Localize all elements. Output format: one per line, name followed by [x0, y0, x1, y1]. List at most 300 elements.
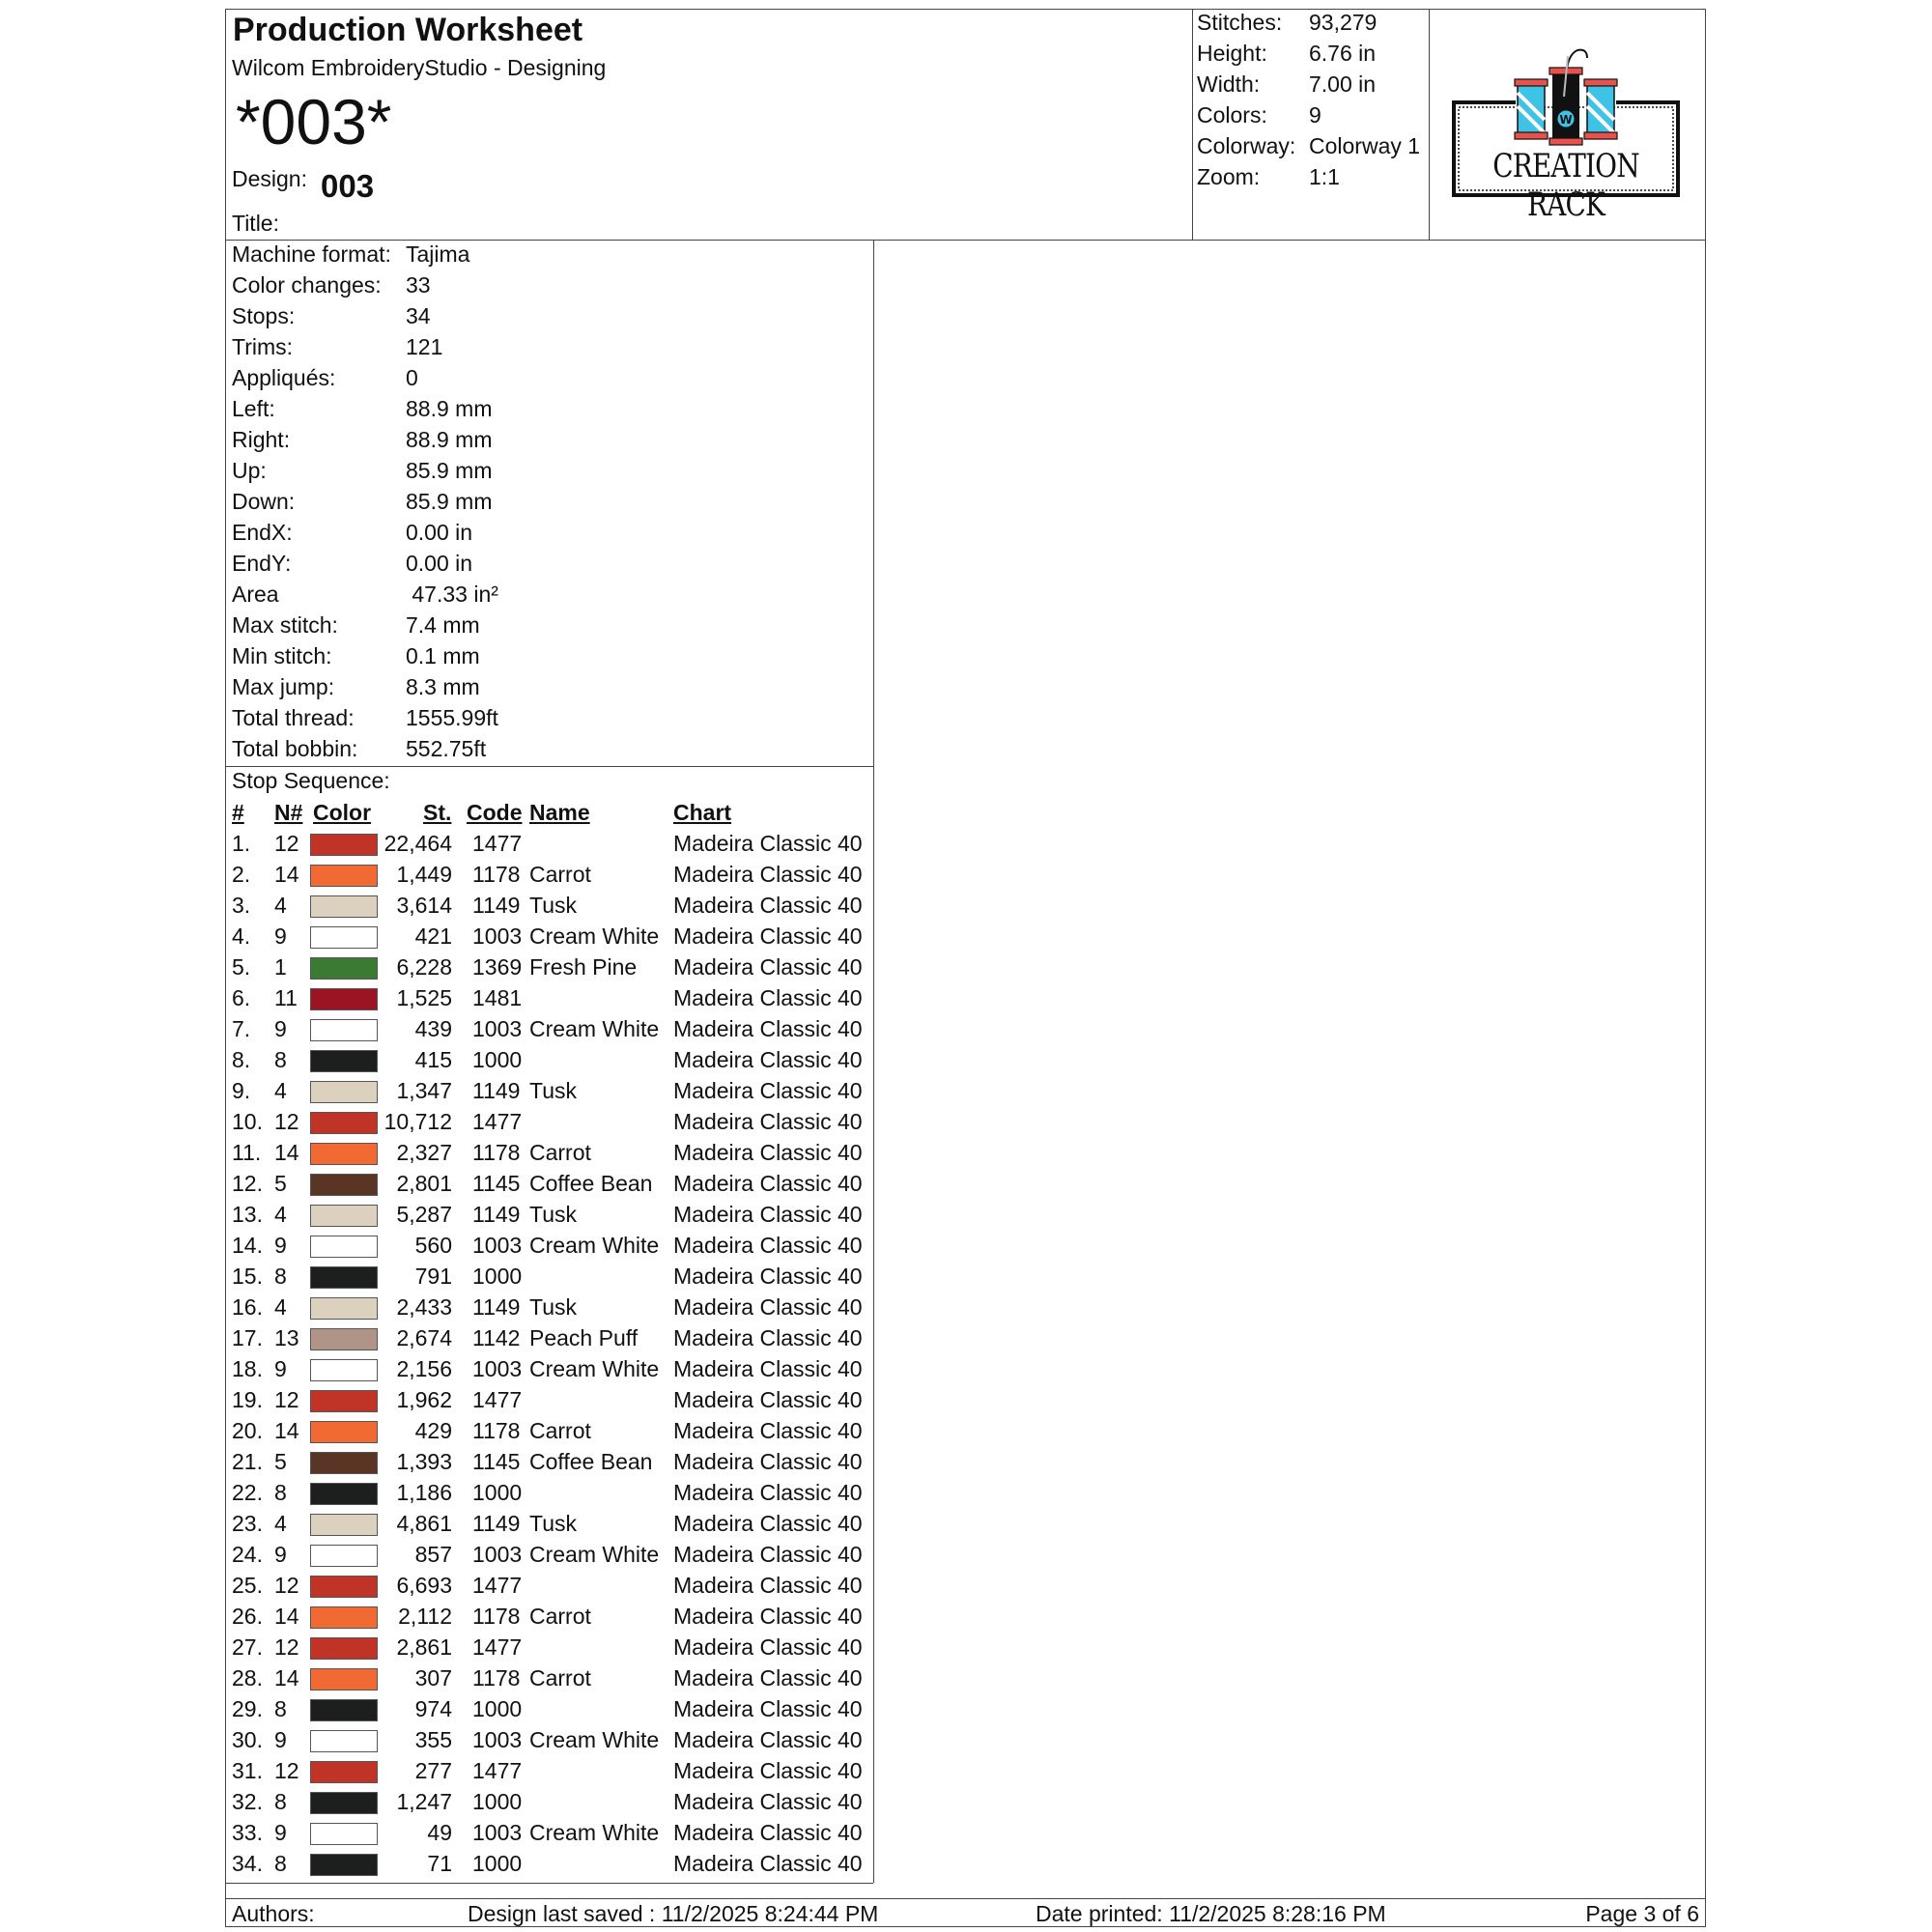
thread-code: 1477: [472, 1109, 523, 1134]
thread-name: Carrot: [529, 1665, 591, 1690]
stitch-count: 1,449: [396, 862, 452, 887]
table-row: [226, 1016, 873, 1047]
stitch-count: 22,464: [384, 831, 452, 856]
col-header-name: Name: [529, 800, 590, 825]
thread-chart: Madeira Classic 40: [673, 1758, 863, 1783]
thread-chart: Madeira Classic 40: [673, 1480, 863, 1505]
thread-chart: Madeira Classic 40: [673, 1078, 863, 1103]
thread-chart: Madeira Classic 40: [673, 1820, 863, 1845]
row-number: 26.: [232, 1604, 263, 1629]
info-label: EndY:: [232, 551, 292, 576]
thread-code: 1003: [472, 1820, 523, 1845]
thread-chart: Madeira Classic 40: [673, 1604, 863, 1629]
row-number: 5.: [232, 954, 251, 980]
authors-label: Authors:: [232, 1901, 315, 1926]
row-number: 13.: [232, 1202, 263, 1227]
thread-name: Cream White: [529, 1727, 660, 1752]
row-number: 18.: [232, 1356, 263, 1381]
thread-code: 1477: [472, 1573, 523, 1598]
needle-number: 14: [274, 1665, 299, 1690]
thread-chart: Madeira Classic 40: [673, 1140, 863, 1165]
stitch-count: 6,693: [396, 1573, 452, 1598]
info-label: Max stitch:: [232, 612, 338, 638]
stitch-count: 1,525: [396, 985, 452, 1010]
needle-number: 4: [274, 1202, 287, 1227]
table-row: [226, 893, 873, 923]
table-row: [226, 1789, 873, 1820]
thread-chart: Madeira Classic 40: [673, 1356, 863, 1381]
table-row: [226, 862, 873, 893]
table-row: [226, 1109, 873, 1140]
thread-code: 1003: [472, 923, 523, 949]
thread-code: 1003: [472, 1356, 523, 1381]
stitch-count: 2,433: [396, 1294, 452, 1320]
table-row: [226, 831, 873, 862]
info-label: EndX:: [232, 520, 293, 545]
info-value: 8.3 mm: [406, 674, 480, 699]
thread-chart: Madeira Classic 40: [673, 923, 863, 949]
thread-chart: Madeira Classic 40: [673, 1418, 863, 1443]
thread-name: Fresh Pine: [529, 954, 638, 980]
svg-text:W: W: [1559, 113, 1573, 127]
stat-label: Colorway:: [1197, 133, 1296, 158]
info-value: Tajima: [406, 242, 470, 267]
thread-name: Cream White: [529, 1016, 660, 1041]
thread-code: 1149: [472, 1511, 521, 1536]
row-number: 9.: [232, 1078, 251, 1103]
row-number: 11.: [232, 1140, 262, 1165]
thread-code: 1000: [472, 1480, 523, 1505]
thread-code: 1000: [472, 1264, 523, 1289]
last-saved: Design last saved : 11/2/2025 8:24:44 PM: [468, 1901, 879, 1926]
stitch-count: 277: [414, 1758, 452, 1783]
logo-text: CREATION RACK: [1492, 147, 1639, 224]
info-value: 33: [406, 272, 431, 298]
thread-name: Tusk: [529, 1294, 577, 1320]
needle-number: 8: [274, 1047, 287, 1072]
info-value: 34: [406, 303, 431, 328]
thread-code: 1477: [472, 1387, 523, 1412]
row-number: 30.: [232, 1727, 263, 1752]
thread-chart: Madeira Classic 40: [673, 893, 863, 918]
table-row: [226, 1140, 873, 1171]
row-number: 20.: [232, 1418, 263, 1443]
thread-chart: Madeira Classic 40: [673, 1387, 863, 1412]
thread-name: Tusk: [529, 893, 577, 918]
thread-chart: Madeira Classic 40: [673, 1542, 863, 1567]
info-value: 0.1 mm: [406, 643, 480, 668]
thread-code: 1178: [472, 1665, 521, 1690]
divider: [873, 240, 874, 1883]
thread-code: 1003: [472, 1016, 523, 1041]
table-row: [226, 1634, 873, 1665]
thread-name: Cream White: [529, 1542, 660, 1567]
info-value: 0: [406, 365, 418, 390]
info-value: 85.9 mm: [406, 489, 493, 514]
stitch-count: 974: [414, 1696, 452, 1721]
thread-name: Coffee Bean: [529, 1449, 653, 1474]
row-number: 25.: [232, 1573, 263, 1598]
thread-name: Peach Puff: [529, 1325, 639, 1350]
table-row: [226, 954, 873, 985]
info-label: Color changes:: [232, 272, 382, 298]
thread-chart: Madeira Classic 40: [673, 1727, 863, 1752]
needle-number: 8: [274, 1696, 287, 1721]
thread-code: 1000: [472, 1851, 523, 1876]
needle-number: 5: [274, 1171, 287, 1196]
table-row: [226, 1078, 873, 1109]
info-label: Right:: [232, 427, 291, 452]
thread-code: 1149: [472, 1294, 521, 1320]
table-row: [226, 1233, 873, 1264]
thread-chart: Madeira Classic 40: [673, 862, 863, 887]
stitch-count: 439: [414, 1016, 452, 1041]
thread-chart: Madeira Classic 40: [673, 1511, 863, 1536]
table-row: [226, 1480, 873, 1511]
thread-chart: Madeira Classic 40: [673, 1634, 863, 1660]
page-title: Production Worksheet: [233, 12, 583, 48]
col-header-code: Code: [467, 800, 523, 825]
stat-value: 7.00 in: [1309, 71, 1377, 97]
col-header-chart: Chart: [673, 800, 732, 825]
row-number: 21.: [232, 1449, 263, 1474]
stat-label: Height:: [1197, 41, 1267, 66]
info-value: 47.33 in²: [406, 582, 498, 607]
info-label: Trims:: [232, 334, 294, 359]
thread-name: Cream White: [529, 1356, 660, 1381]
row-number: 6.: [232, 985, 251, 1010]
stitch-count: 2,327: [396, 1140, 452, 1165]
thread-name: Carrot: [529, 1604, 591, 1629]
thread-code: 1178: [472, 1604, 521, 1629]
stitch-count: 2,674: [396, 1325, 452, 1350]
info-label: Appliqués:: [232, 365, 336, 390]
stat-value: 6.76 in: [1309, 41, 1377, 66]
needle-number: 8: [274, 1851, 287, 1876]
thread-code: 1149: [472, 893, 521, 918]
table-row: [226, 923, 873, 954]
table-row: [226, 1665, 873, 1696]
row-number: 28.: [232, 1665, 263, 1690]
needle-number: 9: [274, 1820, 287, 1845]
needle-number: 9: [274, 1016, 287, 1041]
divider: [226, 766, 873, 767]
thread-chart: Madeira Classic 40: [673, 1264, 863, 1289]
stat-value: 1:1: [1309, 164, 1340, 189]
table-row: [226, 1820, 873, 1851]
needle-number: 8: [274, 1789, 287, 1814]
needle-number: 9: [274, 1727, 287, 1752]
info-value: 0.00 in: [406, 520, 473, 545]
stitch-count: 2,861: [396, 1634, 452, 1660]
row-number: 27.: [232, 1634, 263, 1660]
date-printed: Date printed: 11/2/2025 8:28:16 PM: [1036, 1901, 1386, 1926]
row-number: 16.: [232, 1294, 263, 1320]
stitch-count: 5,287: [396, 1202, 452, 1227]
needle-number: 5: [274, 1449, 287, 1474]
needle-number: 13: [274, 1325, 299, 1350]
thread-chart: Madeira Classic 40: [673, 1325, 863, 1350]
design-value: 003: [321, 168, 375, 204]
table-row: [226, 1449, 873, 1480]
thread-code: 1369: [472, 954, 523, 980]
row-number: 2.: [232, 862, 251, 887]
divider: [1192, 10, 1193, 240]
needle-number: 4: [274, 1511, 287, 1536]
row-number: 22.: [232, 1480, 263, 1505]
stitch-count: 415: [414, 1047, 452, 1072]
thread-chart: Madeira Classic 40: [673, 1171, 863, 1196]
stitch-count: 1,962: [396, 1387, 452, 1412]
thread-name: Tusk: [529, 1202, 577, 1227]
table-row: [226, 1356, 873, 1387]
production-worksheet: [225, 9, 1706, 1927]
info-value: 85.9 mm: [406, 458, 493, 483]
info-value: 7.4 mm: [406, 612, 480, 638]
table-row: [226, 1171, 873, 1202]
thread-code: 1000: [472, 1789, 523, 1814]
info-label: Left:: [232, 396, 275, 421]
thread-code: 1178: [472, 1140, 521, 1165]
row-number: 33.: [232, 1820, 263, 1845]
stitch-count: 3,614: [396, 893, 452, 918]
stat-value: 9: [1309, 102, 1321, 128]
divider: [226, 240, 1705, 241]
needle-number: 9: [274, 923, 287, 949]
col-header-num: #: [232, 800, 244, 825]
needle-number: 14: [274, 862, 299, 887]
page-number: Page 3 of 6: [1585, 1901, 1699, 1926]
thread-chart: Madeira Classic 40: [673, 1016, 863, 1041]
needle-number: 4: [274, 1294, 287, 1320]
needle-number: 4: [274, 1078, 287, 1103]
thread-code: 1477: [472, 831, 523, 856]
col-header-n: N#: [274, 800, 303, 825]
stitch-count: 1,347: [396, 1078, 452, 1103]
row-number: 32.: [232, 1789, 263, 1814]
row-number: 10.: [232, 1109, 263, 1134]
thread-chart: Madeira Classic 40: [673, 1202, 863, 1227]
stitch-count: 2,156: [396, 1356, 452, 1381]
stop-sequence-label: Stop Sequence:: [232, 768, 390, 793]
design-code-large: *003*: [236, 86, 392, 157]
needle-number: 12: [274, 1573, 299, 1598]
divider: [226, 1883, 873, 1884]
needle-number: 12: [274, 831, 299, 856]
needle-number: 14: [274, 1418, 299, 1443]
thread-code: 1142: [472, 1325, 521, 1350]
table-row: [226, 1325, 873, 1356]
title-label: Title:: [232, 211, 279, 236]
needle-number: 1: [274, 954, 287, 980]
row-number: 7.: [232, 1016, 251, 1041]
app-subtitle: Wilcom EmbroideryStudio - Designing: [232, 55, 607, 80]
row-number: 34.: [232, 1851, 263, 1876]
info-label: Down:: [232, 489, 296, 514]
table-row: [226, 1202, 873, 1233]
thread-code: 1178: [472, 862, 521, 887]
col-header-st: St.: [423, 800, 452, 825]
thread-code: 1477: [472, 1758, 523, 1783]
thread-name: Tusk: [529, 1511, 577, 1536]
info-label: Machine format:: [232, 242, 391, 267]
thread-chart: Madeira Classic 40: [673, 1449, 863, 1474]
row-number: 1.: [232, 831, 251, 856]
info-value: 552.75ft: [406, 736, 487, 761]
creation-rack-logo: [1450, 46, 1682, 224]
thread-code: 1481: [472, 985, 523, 1010]
stitch-count: 429: [414, 1418, 452, 1443]
stitch-count: 355: [414, 1727, 452, 1752]
stitch-count: 71: [427, 1851, 452, 1876]
info-label: Total bobbin:: [232, 736, 358, 761]
needle-number: 12: [274, 1758, 299, 1783]
table-row: [226, 1696, 873, 1727]
thread-code: 1149: [472, 1078, 521, 1103]
thread-name: Coffee Bean: [529, 1171, 653, 1196]
info-label: Max jump:: [232, 674, 335, 699]
thread-chart: Madeira Classic 40: [673, 1047, 863, 1072]
thread-code: 1003: [472, 1233, 523, 1258]
info-value: 88.9 mm: [406, 427, 493, 452]
thread-code: 1145: [472, 1171, 521, 1196]
needle-number: 11: [274, 985, 298, 1010]
table-row: [226, 1047, 873, 1078]
stitch-count: 4,861: [396, 1511, 452, 1536]
stat-label: Stitches:: [1197, 10, 1283, 35]
thread-name: Carrot: [529, 1418, 591, 1443]
thread-chart: Madeira Classic 40: [673, 985, 863, 1010]
row-number: 23.: [232, 1511, 263, 1536]
thread-chart: Madeira Classic 40: [673, 1789, 863, 1814]
col-header-color: Color: [313, 800, 372, 825]
needle-number: 9: [274, 1356, 287, 1381]
stitch-count: 560: [414, 1233, 452, 1258]
thread-code: 1149: [472, 1202, 521, 1227]
info-value: 121: [406, 334, 443, 359]
stitch-count: 857: [414, 1542, 452, 1567]
table-row: [226, 1264, 873, 1294]
table-row: [226, 985, 873, 1016]
stitch-count: 1,247: [396, 1789, 452, 1814]
row-number: 31.: [232, 1758, 263, 1783]
table-row: [226, 1851, 873, 1882]
thread-code: 1178: [472, 1418, 521, 1443]
info-label: Up:: [232, 458, 267, 483]
thread-code: 1000: [472, 1047, 523, 1072]
info-label: Stops:: [232, 303, 296, 328]
thread-code: 1145: [472, 1449, 521, 1474]
needle-number: 12: [274, 1109, 299, 1134]
table-row: [226, 1418, 873, 1449]
stitch-count: 791: [414, 1264, 452, 1289]
needle-number: 4: [274, 893, 287, 918]
info-value: 0.00 in: [406, 551, 473, 576]
table-row: [226, 1511, 873, 1542]
row-number: 4.: [232, 923, 251, 949]
thread-chart: Madeira Classic 40: [673, 1851, 863, 1876]
thread-code: 1003: [472, 1727, 523, 1752]
row-number: 14.: [232, 1233, 263, 1258]
stat-label: Zoom:: [1197, 164, 1261, 189]
table-row: [226, 1758, 873, 1789]
row-number: 24.: [232, 1542, 263, 1567]
row-number: 17.: [232, 1325, 263, 1350]
thread-code: 1000: [472, 1696, 523, 1721]
thread-chart: Madeira Classic 40: [673, 1233, 863, 1258]
stitch-count: 6,228: [396, 954, 452, 980]
info-label: Total thread:: [232, 705, 355, 730]
needle-number: 12: [274, 1387, 299, 1412]
table-row: [226, 1604, 873, 1634]
table-row: [226, 1727, 873, 1758]
thread-name: Cream White: [529, 923, 660, 949]
table-row: [226, 1294, 873, 1325]
stitch-count: 2,112: [398, 1604, 452, 1629]
table-row: [226, 1573, 873, 1604]
stitch-count: 2,801: [396, 1171, 452, 1196]
thread-code: 1003: [472, 1542, 523, 1567]
thread-name: Carrot: [529, 862, 591, 887]
thread-chart: Madeira Classic 40: [673, 1294, 863, 1320]
stat-value: 93,279: [1309, 10, 1378, 35]
stitch-count: 307: [414, 1665, 452, 1690]
stat-label: Colors:: [1197, 102, 1267, 128]
thread-chart: Madeira Classic 40: [673, 954, 863, 980]
info-label: Area: [232, 582, 279, 607]
stitch-count: 421: [414, 923, 452, 949]
thread-chart: Madeira Classic 40: [673, 1573, 863, 1598]
needle-number: 9: [274, 1233, 287, 1258]
row-number: 3.: [232, 893, 251, 918]
thread-name: Cream White: [529, 1820, 660, 1845]
stitch-count: 1,393: [396, 1449, 452, 1474]
design-label: Design:: [232, 166, 307, 191]
info-value: 1555.99ft: [406, 705, 498, 730]
table-row: [226, 1387, 873, 1418]
info-label: Min stitch:: [232, 643, 332, 668]
needle-number: 8: [274, 1480, 287, 1505]
table-row: [226, 1542, 873, 1573]
thread-chart: Madeira Classic 40: [673, 1665, 863, 1690]
stitch-count: 10,712: [384, 1109, 452, 1134]
thread-chart: Madeira Classic 40: [673, 831, 863, 856]
thread-code: 1477: [472, 1634, 523, 1660]
needle-number: 14: [274, 1604, 299, 1629]
needle-number: 14: [274, 1140, 299, 1165]
divider: [1429, 10, 1430, 240]
row-number: 8.: [232, 1047, 251, 1072]
row-number: 29.: [232, 1696, 263, 1721]
needle-number: 9: [274, 1542, 287, 1567]
stitch-count: 1,186: [396, 1480, 452, 1505]
row-number: 19.: [232, 1387, 263, 1412]
stitch-count: 49: [427, 1820, 452, 1845]
stat-label: Width:: [1197, 71, 1261, 97]
divider: [226, 1898, 1705, 1899]
needle-number: 12: [274, 1634, 299, 1660]
thread-name: Cream White: [529, 1233, 660, 1258]
thread-name: Tusk: [529, 1078, 577, 1103]
thread-name: Carrot: [529, 1140, 591, 1165]
info-value: 88.9 mm: [406, 396, 493, 421]
row-number: 15.: [232, 1264, 263, 1289]
stat-value: Colorway 1: [1309, 133, 1421, 158]
thread-chart: Madeira Classic 40: [673, 1109, 863, 1134]
row-number: 12.: [232, 1171, 263, 1196]
needle-number: 8: [274, 1264, 287, 1289]
thread-chart: Madeira Classic 40: [673, 1696, 863, 1721]
